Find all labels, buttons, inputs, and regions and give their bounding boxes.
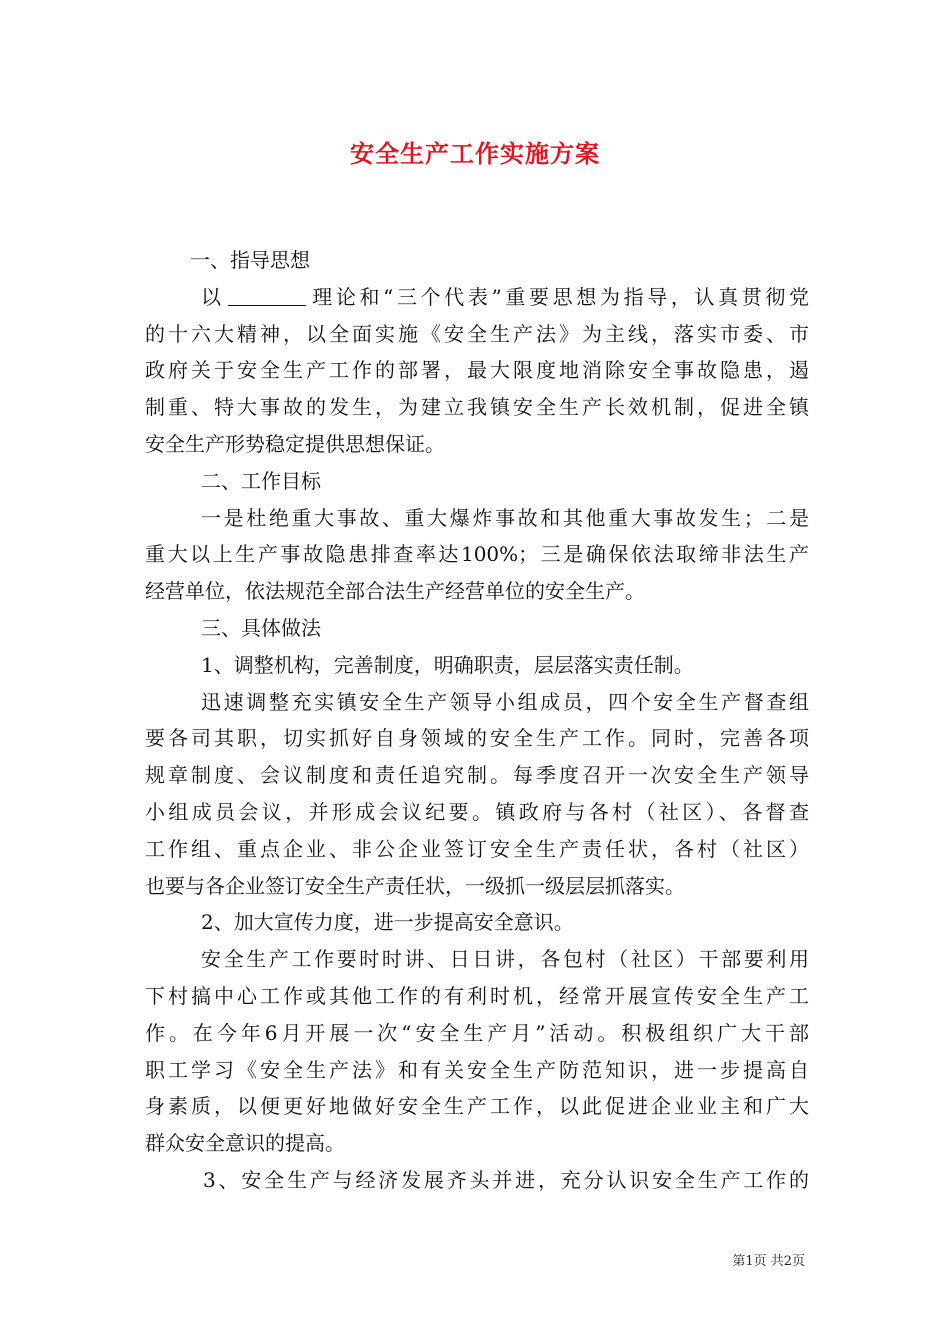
paragraph-line: 经营单位，依法规范全部合法生产经营单位的安全生产。 xyxy=(145,579,645,604)
paragraph-line xyxy=(145,279,809,316)
section-heading-guiding-thought: 一、指导思想 xyxy=(190,248,310,272)
paragraph-line: 规章制度、会议制度和责任追究制。每季度召开一次安全生产领导 xyxy=(145,763,809,788)
fill-in-blank xyxy=(228,285,306,306)
paragraph-line: 作。在今年6月开展一次“安全生产月”活动。积极组织广大干部 xyxy=(145,1020,809,1045)
paragraph-line: 下村搞中心工作或其他工作的有利时机，经常开展宣传安全生产工 xyxy=(145,983,809,1008)
paragraph-line: 安全生产工作要时时讲、日日讲，各包村（社区）干部要利用 xyxy=(201,947,809,972)
document-body xyxy=(145,242,809,1199)
paragraph-line: 一是杜绝重大事故、重大爆炸事故和其他重大事故发生；二是 xyxy=(201,505,809,530)
paragraph-line: 重大以上生产事故隐患排查率达100%；三是确保依法取缔非法生产 xyxy=(145,542,809,567)
paragraph-line: 小组成员会议，并形成会议纪要。镇政府与各村（社区）、各督查 xyxy=(145,799,809,824)
text-segment: 以 xyxy=(201,284,225,309)
text-segment: 理论和“三个代表”重要思想为指导，认真贯彻党 xyxy=(308,284,810,309)
paragraph-line: 也要与各企业签订安全生产责任状，一级抓一级层层抓落实。 xyxy=(145,873,685,898)
item-heading-1: 1、调整机构，完善制度，明确职责，层层落实责任制。 xyxy=(201,652,694,677)
paragraph-line: 安全生产形势稳定提供思想保证。 xyxy=(145,431,445,456)
paragraph-line: 职工学习《安全生产法》和有关安全生产防范知识，进一步提高自 xyxy=(145,1057,809,1082)
paragraph-line: 群众安全意识的提高。 xyxy=(145,1131,345,1156)
paragraph-line: 迅速调整充实镇安全生产领导小组成员，四个安全生产督查组 xyxy=(201,689,809,714)
paragraph-line: 工作组、重点企业、非公企业签订安全生产责任状，各村（社区） xyxy=(145,836,809,861)
paragraph-line: 制重、特大事故的发生，为建立我镇安全生产长效机制，促进全镇 xyxy=(145,395,809,420)
paragraph-line: 要各司其职，切实抓好自身领域的安全生产工作。同时，完善各项 xyxy=(145,726,809,751)
page-number: 第1页 共2页 xyxy=(732,1254,805,1269)
section-heading-work-goals: 二、工作目标 xyxy=(201,468,321,493)
paragraph-line: 的十六大精神，以全面实施《安全生产法》为主线，落实市委、市 xyxy=(145,321,809,346)
item-heading-2: 2、加大宣传力度，进一步提高安全意识。 xyxy=(201,910,574,935)
page-title: 安全生产工作实施方案 xyxy=(350,139,600,168)
section-heading-specific-measures: 三、具体做法 xyxy=(201,615,321,640)
paragraph-line: 身素质，以便更好地做好安全生产工作，以此促进企业业主和广大 xyxy=(145,1094,809,1119)
item-heading-3: 3、安全生产与经济发展齐头并进，充分认识安全生产工作的 xyxy=(203,1167,809,1192)
paragraph-line: 政府关于安全生产工作的部署，最大限度地消除安全事故隐患，遏 xyxy=(145,358,809,383)
